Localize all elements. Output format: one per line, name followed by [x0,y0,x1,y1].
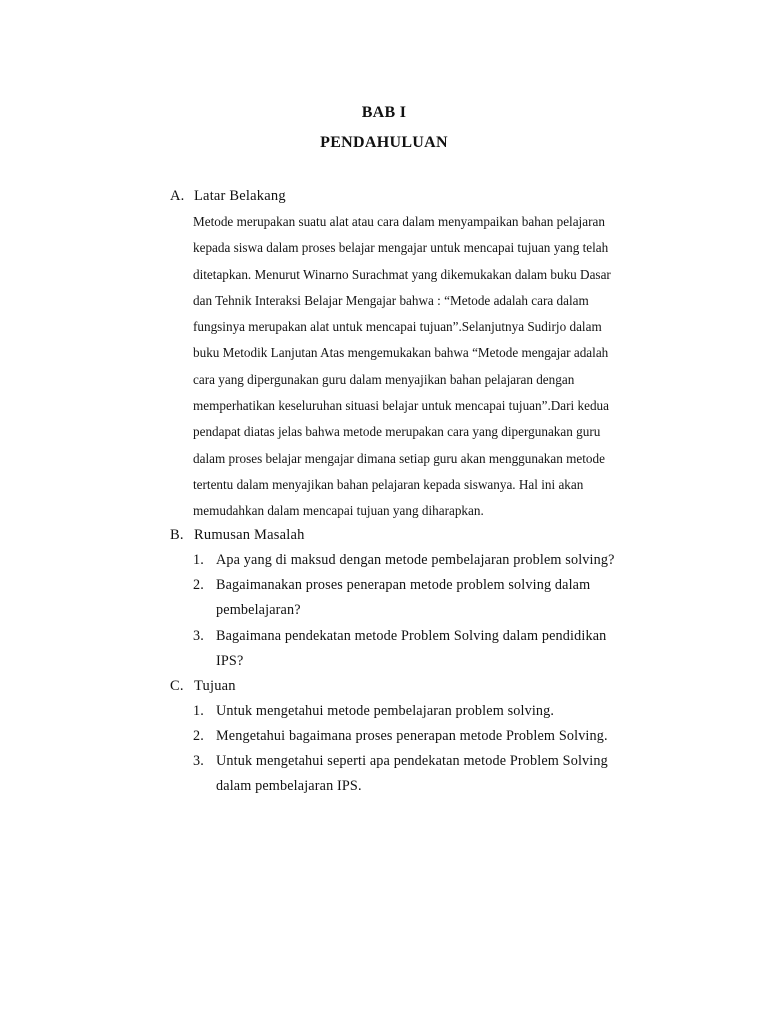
paragraph-line: dalam proses belajar mengajar dimana setiap guru akan menggunakan metode [193,450,605,466]
paragraph-line: memperhatikan keseluruhan situasi belajar untuk mencapai tujuan”.Dari kedua [193,398,609,414]
section-c-letter: C. [170,678,184,694]
section-b-title: Rumusan Masalah [194,527,305,543]
item-text: Apa yang di maksud dengan metode pembelajaran problem solving? [216,552,615,568]
paragraph-line: tertentu dalam menyajikan bahan pelajaran kepada siswanya. Hal ini akan [193,476,584,492]
item-number: 1. [193,552,204,568]
paragraph-line: cara yang dipergunakan guru dalam menyajikan bahan pelajaran dengan [193,371,575,387]
objective-item-1 [193,699,653,724]
paragraph-line: memudahkan dalam mencapai tujuan yang diharapkan. [193,503,484,519]
chapter-heading: BAB I [361,104,407,121]
paragraph-line: fungsinya merupakan alat untuk mencapai tujuan”.Selanjutnya Sudirjo dalam [193,319,602,335]
item-text: dalam pembelajaran IPS. [216,778,362,794]
section-a-title: Latar Belakang [194,188,286,204]
item-number: 1. [193,703,204,719]
problem-item-3 [193,624,653,674]
item-text: Untuk mengetahui metode pembelajaran problem solving. [216,703,555,719]
item-text: Bagaimanakan proses penerapan metode problem solving dalam [216,577,591,593]
section-a-heading [170,186,286,206]
section-c-title: Tujuan [194,678,236,694]
paragraph-line: pendapat diatas jelas bahwa metode merupakan cara yang dipergunakan guru [193,424,601,440]
chapter-title: PENDAHULUAN [320,134,448,151]
item-number: 3. [193,628,204,644]
item-text: Mengetahui bagaimana proses penerapan metode Problem Solving. [216,728,608,744]
section-b-letter: B. [170,527,184,543]
problem-item-2 [193,573,653,623]
objective-item-3 [193,749,653,799]
item-text: Untuk mengetahui seperti apa pendekatan metode Problem Solving [216,753,608,769]
paragraph-line: buku Metodik Lanjutan Atas mengemukakan bahwa “Metode mengajar adalah [193,345,609,361]
item-number: 2. [193,577,204,593]
section-b-heading [170,525,305,545]
item-text: Bagaimana pendekatan metode Problem Solving dalam pendidikan [216,628,607,644]
item-text: pembelajaran? [216,602,301,618]
problem-item-1 [193,548,653,573]
paragraph-line: kepada siswa dalam proses belajar mengajar untuk mencapai tujuan yang telah [193,240,609,256]
section-c-heading [170,676,236,696]
item-text: IPS? [216,653,244,669]
paragraph-line: Metode merupakan suatu alat atau cara dalam menyampaikan bahan pelajaran [193,214,605,229]
background-paragraph [193,209,653,525]
item-number: 2. [193,728,204,744]
paragraph-line: dan Tehnik Interaksi Belajar Mengajar bahwa : “Metode adalah cara dalam [193,292,589,308]
item-number: 3. [193,753,204,769]
objective-item-2 [193,724,653,749]
paragraph-line: ditetapkan. Menurut Winarno Surachmat yang dikemukakan dalam buku Dasar [193,266,611,282]
section-a-letter: A. [170,188,185,204]
